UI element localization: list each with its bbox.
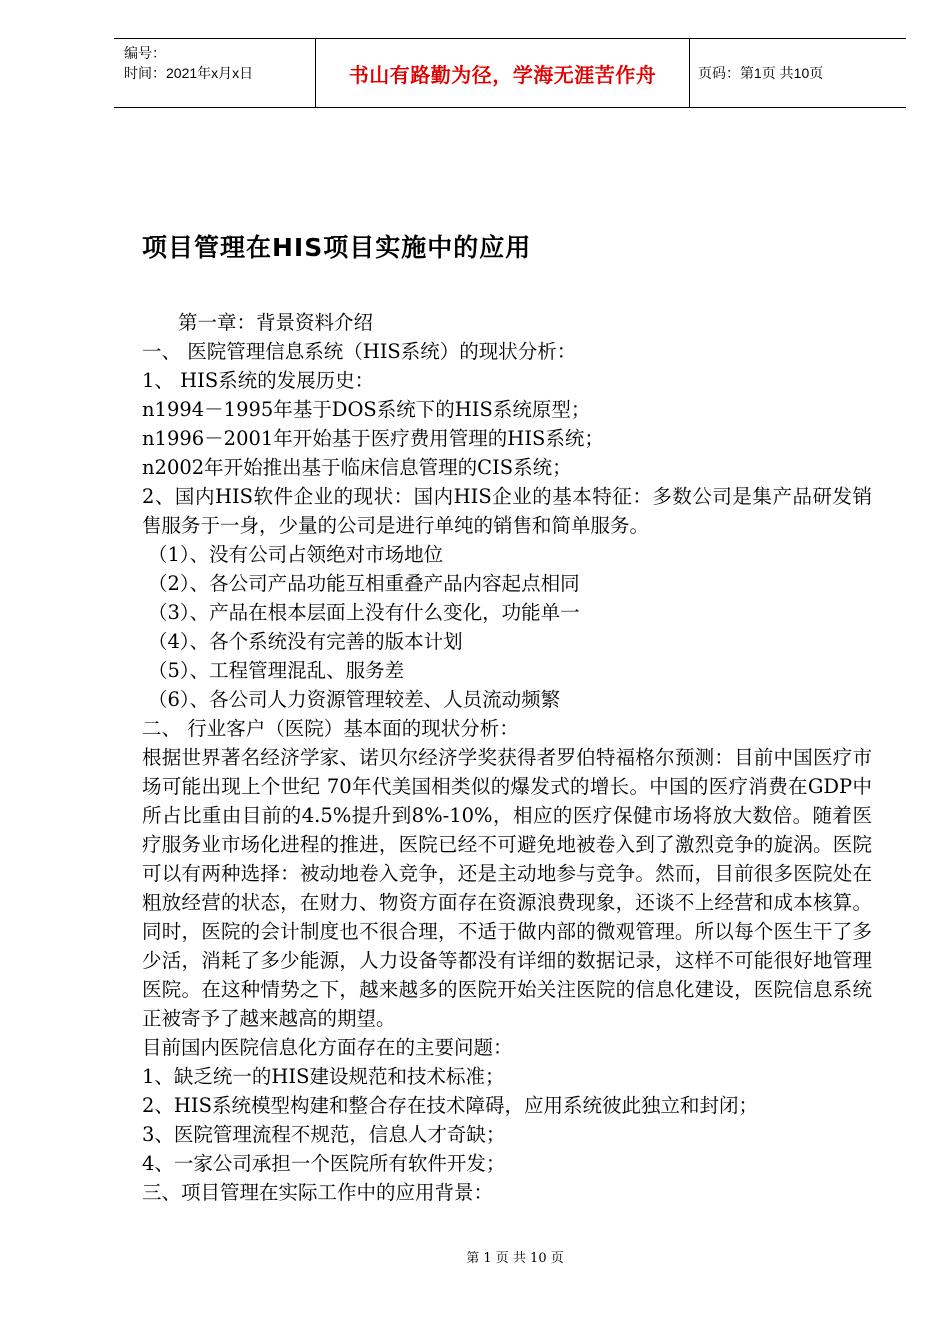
list-item: 1、缺乏统一的HIS建设规范和技术标准；	[142, 1065, 505, 1088]
document-time-label: 时间：2021年x月x日	[124, 65, 254, 81]
history-item: n1994－1995年基于DOS系统下的HIS系统原型；	[142, 398, 591, 421]
chapter-heading: 第一章：背景资料介绍	[178, 311, 374, 334]
list-item: （2）、各公司产品功能互相重叠产品内容起点相同	[148, 572, 580, 595]
history-item: n2002年开始推出基于临床信息管理的CIS系统；	[142, 456, 572, 479]
list-item: 4、一家公司承担一个医院所有软件开发；	[142, 1152, 506, 1175]
list-item: 2、HIS系统模型构建和整合存在技术障碍，应用系统彼此独立和封闭；	[142, 1094, 758, 1117]
subsection-heading: 1、 HIS系统的发展历史：	[142, 369, 375, 392]
paragraph: 2、国内HIS软件企业的现状：国内HIS企业的基本特征：多数公司是集产品研发销售服务于一身，少量的公司是进行单纯的销售和简单服务。	[142, 485, 872, 537]
document-body	[142, 308, 872, 1207]
subsection-heading: 目前国内医院信息化方面存在的主要问题：	[142, 1036, 513, 1059]
header-motto: 书山有路勤为径，学海无涯苦作舟	[348, 62, 657, 87]
list-item: （6）、各公司人力资源管理较差、人员流动频繁	[148, 688, 561, 711]
list-item: （1）、没有公司占领绝对市场地位	[148, 543, 444, 566]
history-item: n1996－2001年开始基于医疗费用管理的HIS系统；	[142, 427, 604, 450]
header-page-cell	[690, 39, 906, 107]
header-meta	[114, 39, 316, 107]
header-motto-cell	[316, 39, 690, 107]
list-item: （5）、工程管理混乱、服务差	[148, 659, 405, 682]
document-number-label: 编号：	[124, 45, 166, 61]
section-heading: 三、项目管理在实际工作中的应用背景：	[142, 1181, 494, 1204]
page-header	[114, 38, 906, 108]
page-number: 第 1 页 共 10 页	[466, 1251, 564, 1266]
list-item: 3、医院管理流程不规范，信息人才奇缺；	[142, 1123, 506, 1146]
paragraph: 根据世界著名经济学家、诺贝尔经济学奖获得者罗伯特福格尔预测：目前中国医疗市场可能出现上个世纪 70年代美国相类似的爆发式的增长。中国的医疗消费在GDP中所占比重由目前的4.5%提升到8%-10%，相应的医疗保健市场将放大数倍。随着医疗服务业市场化进程的推进，医院已经不可避免地被卷入到了激烈竞争的旋涡。医院可以有两种选择：被动地卷入竞争，还是主动地参与竞争。然而，目前很多医院处在粗放经营的状态，在财力、物资方面存在资源浪费现象，还谈不上经营和成本核算。同时，医院的会计制度也不很合理，不适于做内部的微观管理。所以每个医生干了多少活，消耗了多少能源，人力设备等都没有详细的数据记录，这样不可能很好地管理医院。在这种情势之下，越来越多的医院开始关注医院的信息化建设，医院信息系统正被寄予了越来越高的期望。	[142, 746, 872, 1030]
document-title: 项目管理在HIS项目实施中的应用	[142, 233, 532, 262]
list-item: （3）、产品在根本层面上没有什么变化，功能单一	[148, 601, 580, 624]
page-footer	[0, 1247, 950, 1266]
section-heading: 二、 行业客户（医院）基本面的现状分析：	[142, 717, 519, 740]
header-page-info: 页码：第1页 共10页	[698, 65, 824, 81]
list-item: （4）、各个系统没有完善的版本计划	[148, 630, 463, 653]
section-heading: 一、 医院管理信息系统（HIS系统）的现状分析：	[142, 340, 577, 363]
